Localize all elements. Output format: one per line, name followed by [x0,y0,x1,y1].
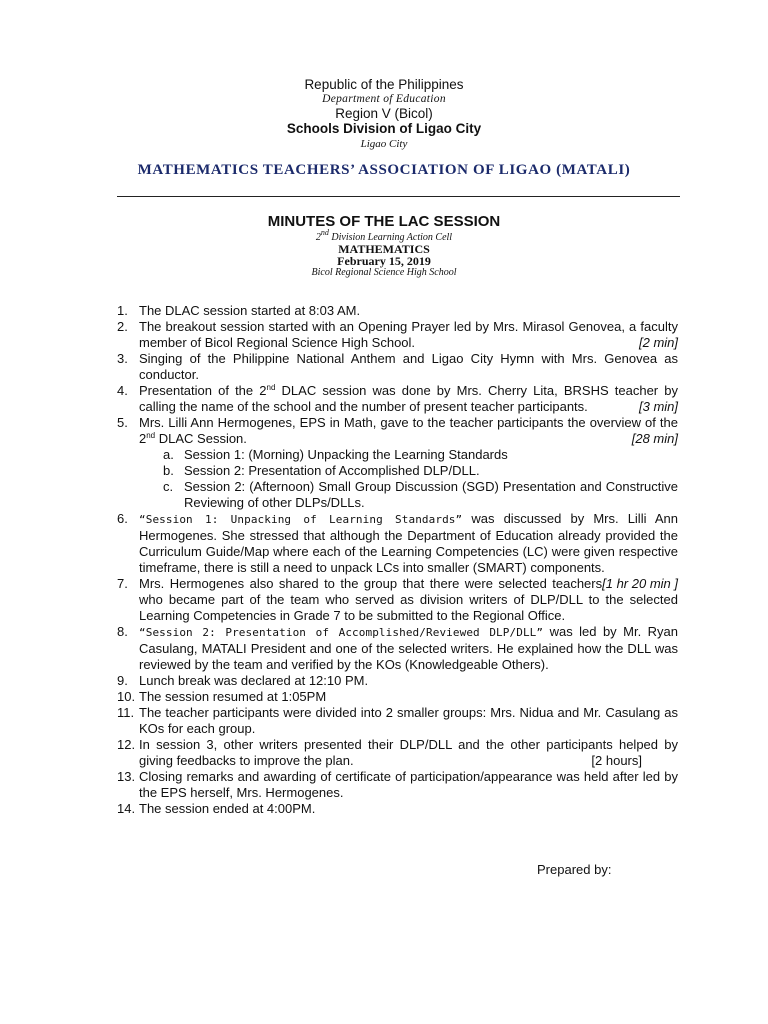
session-date: February 15, 2019 [337,254,431,268]
sub-item-text: Session 2: Presentation of Accomplished DLP/DLL. [184,463,480,478]
header-division: Schools Division of Ligao City [286,121,482,136]
item-text: Lunch break was declared at 12:10 PM. [139,673,369,688]
header-republic: Republic of the Philippines [304,77,464,92]
item-body-end: DLAC Session. [155,431,247,446]
list-item [0,383,768,415]
item-text: The session ended at 4:00PM. [139,801,316,816]
list-item [0,624,768,673]
item-body: The breakout session started with an Opening Prayer led by Mrs. Mirasol Genovea, a faculty member of Bicol Regional Science High School. [139,319,678,350]
item-text [139,415,678,447]
item-number: 8. [117,624,128,639]
item-number: 2. [117,319,128,334]
item-number: 9. [117,673,128,688]
header-department: Department of Education [322,93,446,105]
sub-item-letter: a. [163,447,174,462]
sub-list-item [0,479,768,511]
item-number: 11. [117,705,135,720]
cell-label: Division Learning Action Cell [328,232,453,243]
item-body-start: Mrs. Lilli Ann Hermogenes, EPS in Math, gave to the teacher participants the overview of the 2 [139,415,678,446]
item-number: 10. [117,689,136,704]
list-item [0,303,768,319]
sub-item-letter: c. [163,479,174,494]
sub-item-text: Session 1: (Morning) Unpacking the Learning Standards [184,447,508,462]
list-item [0,737,768,769]
list-item [0,801,768,817]
duration-note: [28 min] [631,431,678,446]
list-item [0,689,768,705]
item-text: Closing remarks and awarding of certificate of participation/appearance was held after led by the EPS herself, Mrs. Hermogenes. [139,769,678,800]
header-city: Ligao City [360,138,408,150]
session-title-quote: “Session 2: Presentation of Accomplished/Reviewed DLP/DLL” [139,626,544,639]
list-item [0,576,768,624]
list-item [0,415,768,447]
cell-ordinal: 2 [315,232,321,243]
list-item [0,319,768,351]
item-number: 5. [117,415,128,430]
item-number: 7. [117,576,128,591]
item-body: In session 3, other writers presented their DLP/DLL and the other participants helped by giving feedbacks to improve the plan. [139,737,678,768]
ordinal-suffix: nd [146,431,156,440]
item-text: The teacher participants were divided into 2 smaller groups: Mrs. Nidua and Mr. Casulang as KOs for each group. [139,705,678,736]
list-item [0,511,768,591]
item-text [139,737,678,769]
association-name: MATHEMATICS TEACHERS’ ASSOCIATION OF LIGAO (MATALI) [137,162,631,178]
item-number: 14. [117,801,136,816]
item-text: The DLAC session started at 8:03 AM. [139,303,361,318]
cell-ordinal-suffix: nd [320,228,329,237]
subject-line: MATHEMATICS [338,242,430,256]
item-number: 1. [117,303,128,318]
item-text [139,624,678,673]
duration-note: [2 min] [638,335,678,350]
item-text [139,383,678,415]
item-number: 13. [117,769,136,784]
item-body: was led by Mr. Ryan Casulang, MATALI President and one of the selected writers. He explained how the DLL was reviewed by the team and verified by the KOs (Knowledgeable Others). [139,624,678,672]
ordinal-suffix: nd [266,383,276,392]
item-number: 3. [117,351,128,366]
header-divider [117,196,680,197]
session-title-quote: “Session 1: Unpacking of Learning Standards” [139,513,463,526]
duration-note: [1 hr 20 min ] [602,576,678,591]
duration-note: [3 min] [638,399,678,414]
list-item [0,351,768,383]
header-region: Region V (Bicol) [335,106,433,121]
item-text [139,511,678,591]
list-item [0,769,768,801]
session-venue: Bicol Regional Science High School [311,267,457,278]
item-text: Singing of the Philippine National Anthem and Ligao City Hymn with Mrs. Genovea as conductor. [139,351,678,382]
item-text: The session resumed at 1:05PM [139,689,327,704]
item-text: Mrs. Hermogenes also shared to the group that there were selected teachers who became part of the team who served as division writers of DLP/DLL to the selected Learning Competencies in Grade 7 to be submitted to the Regional Office. [139,576,678,623]
item-body: was discussed by Mrs. Lilli Ann Hermogenes. She stressed that although the Department of Education already provided the Curriculum Guide/Map where each of the Learning Competencies (LC) were given respective timeframe, there is still a need to unpack LCs into smaller (SMART) components. [139,511,678,575]
duration-note: [2 hours] [591,753,642,768]
sub-list-item [0,463,768,479]
list-item [0,673,768,689]
item-number: 6. [117,511,128,526]
prepared-by-label: Prepared by: [537,862,612,877]
sub-item-text: Session 2: (Afternoon) Small Group Discussion (SGD) Presentation and Constructive Reviewing of other DLPs/DLLs. [184,479,678,510]
sub-item-letter: b. [163,463,174,478]
item-body-end: DLAC session was done by Mrs. Cherry Lita, BRSHS teacher by calling the name of the school and the number of present teacher participants. [139,383,678,414]
list-item [0,705,768,737]
item-number: 12. [117,737,136,752]
item-number: 4. [117,383,128,398]
minutes-list [0,303,768,817]
sub-list-item [0,447,768,463]
item-body-start: Presentation of the 2 [139,383,267,398]
document-title: MINUTES OF THE LAC SESSION [267,213,501,230]
item-text [139,319,678,351]
